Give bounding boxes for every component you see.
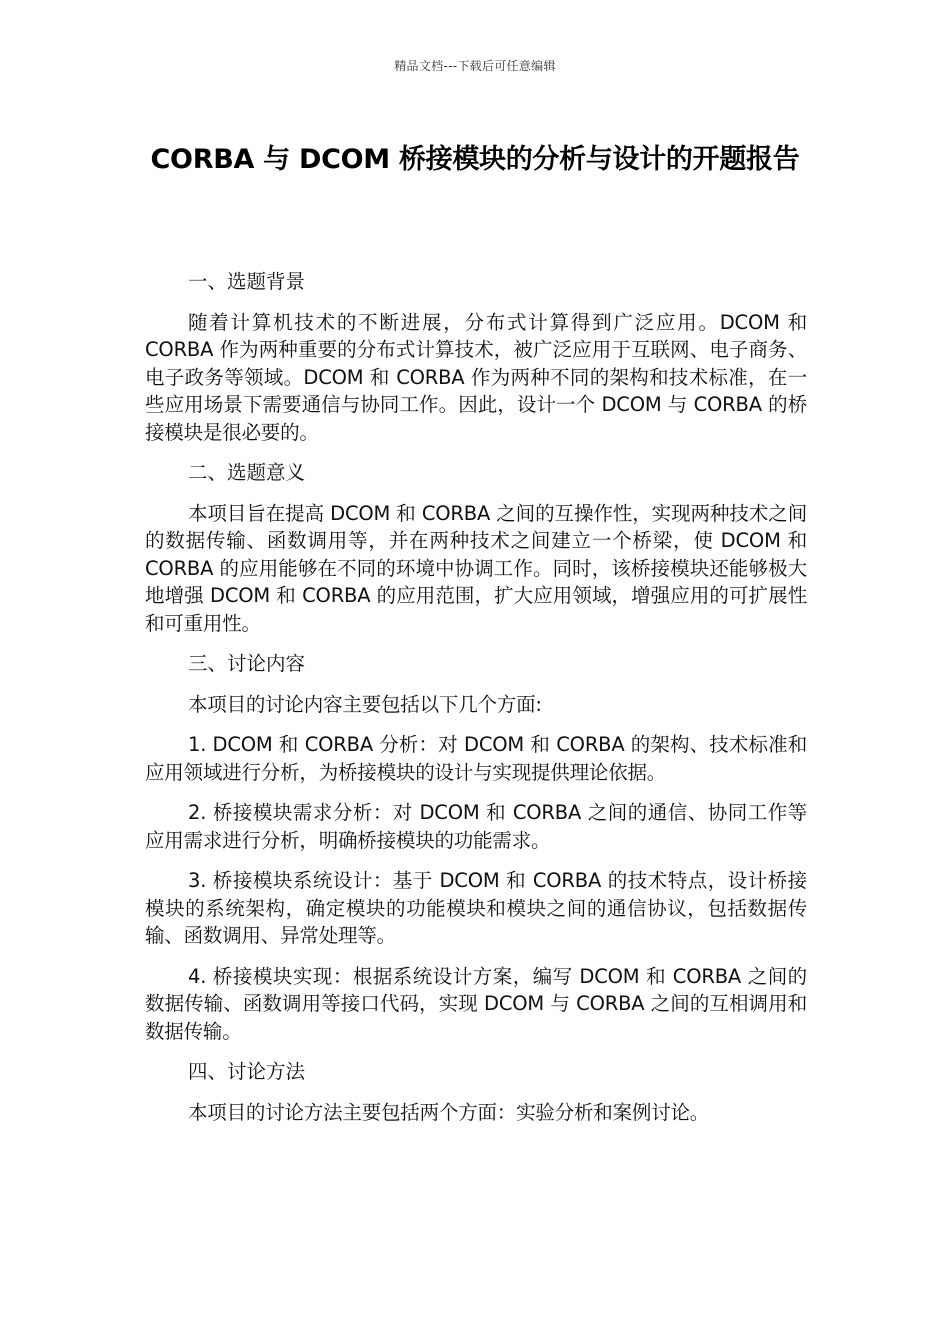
list-item: 2. 桥接模块需求分析：对 DCOM 和 CORBA 之间的通信、协同工作等应用需求进行分析，明确桥接模块的功能需求。 [145,801,807,852]
section-background [145,268,807,446]
paragraph: 本项目的讨论方法主要包括两个方面：实验分析和案例讨论。 [188,1100,710,1124]
paragraph: 本项目旨在提高 DCOM 和 CORBA 之间的互操作性，实现两种技术之间的数据传输、函数调用等，并在两种技术之间建立一个桥梁，使 DCOM 和 CORBA 的应用能够在不同的环境中协调工作。同时，该桥接模块还能够极大地增强 DCOM 和 CORBA 的应用范围，扩大应用领域，增强应用的可扩展性和可重用性。 [145,501,807,635]
list-item: 4. 桥接模块实现：根据系统设计方案，编写 DCOM 和 CORBA 之间的数据传输、函数调用等接口代码，实现 DCOM 与 CORBA 之间的互相调用和数据传输。 [145,964,807,1043]
paragraph: 本项目的讨论内容主要包括以下几个方面: [188,692,542,716]
document-body [145,268,807,1139]
section-heading: 四、讨论方法 [188,1060,306,1083]
section-heading: 二、选题意义 [188,461,306,484]
section-heading: 一、选题背景 [188,270,306,293]
section-significance [145,459,807,637]
section-heading: 三、讨论内容 [188,652,306,675]
section-method [145,1058,807,1126]
section-content [145,650,807,1045]
list-item: 3. 桥接模块系统设计：基于 DCOM 和 CORBA 的技术特点，设计桥接模块的系统架构，确定模块的功能模块和模块之间的通信协议，包括数据传输、函数调用、异常处理等。 [145,869,807,947]
document-title: CORBA 与 DCOM 桥接模块的分析与设计的开题报告 [150,144,800,175]
list-item: 1. DCOM 和 CORBA 分析：对 DCOM 和 CORBA 的架构、技术标准和应用领域进行分析，为桥接模块的设计与实现提供理论依据。 [145,733,807,784]
paragraph: 随着计算机技术的不断进展，分布式计算得到广泛应用。DCOM 和 CORBA 作为两种重要的分布式计算技术，被广泛应用于互联网、电子商务、电子政务等领域。DCOM 和 CORBA 作为两种不同的架构和技术标准，在一些应用场景下需要通信与协同工作。因此，设计一个 DCOM 与 CORBA 的桥接模块是很必要的。 [145,310,807,444]
header-note: 精品文档---下载后可任意编辑 [394,59,556,73]
